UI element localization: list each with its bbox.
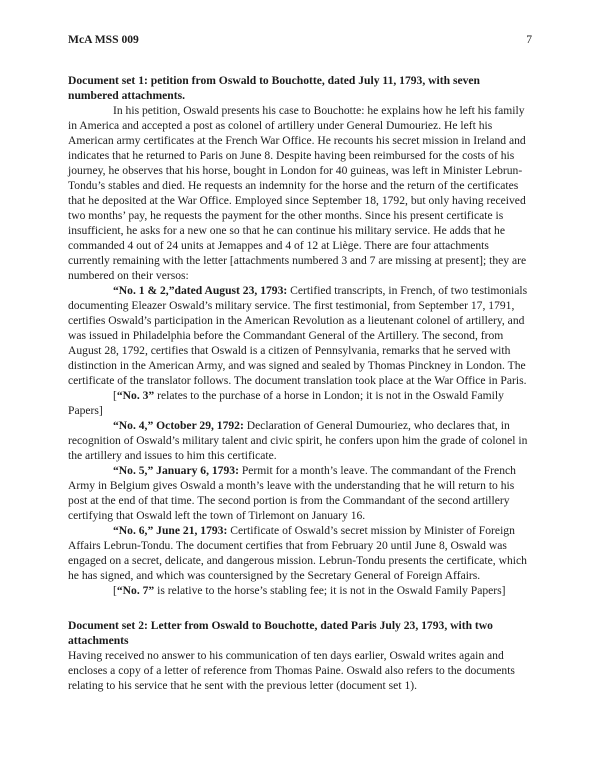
section2-paragraph: Having received no answer to his communication of ten days earlier, Oswald writes again and encloses a copy of a letter of reference from Thomas Paine. Oswald also refers to the documents relating to his service that he sent with the previous letter (document set 1). xyxy=(68,649,515,692)
page-number: 7 xyxy=(526,33,532,46)
attachment-pre: [ xyxy=(113,584,117,597)
collection-id: McA MSS 009 xyxy=(68,33,139,46)
attachment-label: “No. 6,” June 21, 1793: xyxy=(113,524,228,537)
section2-heading: Document set 2: Letter from Oswald to Bouchotte, dated Paris July 23, 1793, with two attachments xyxy=(68,619,493,647)
attachment-label: “No. 1 & 2,”dated August 23, 1793: xyxy=(113,284,288,297)
attachment-label: “No. 4,” October 29, 1792: xyxy=(113,419,244,432)
page-header xyxy=(68,32,532,47)
attachment-pre: [ xyxy=(113,389,117,402)
attachment-paragraph-7 xyxy=(68,583,532,598)
attachment-label: “No. 3” xyxy=(116,389,155,402)
attachment-text: relates to the purchase of a horse in London; it is not in the Oswald Family Papers] xyxy=(68,389,504,417)
attachment-label: “No. 5,” January 6, 1793: xyxy=(113,464,239,477)
attachment-paragraph-5 xyxy=(68,463,532,523)
attachment-text: Certificate of Oswald’s secret mission by Minister of Foreign Affairs Lebrun-Tondu. The document certifies that from February 20 until June 8, Oswald was engaged on a secret, delicate, and dangerous mission. Lebrun-Tondu presents the certificate, which he has signed, and which was countersigned by the Secretary General of Foreign Affairs. xyxy=(68,524,527,582)
section1-intro-paragraph: In his petition, Oswald presents his case to Bouchotte: he explains how he left his family in America and accepted a post as colonel of artillery under General Dumouriez. He left his American army certificates at the French War Office. He recounts his secret mission in Ireland and indicates that he returned to Paris on June 8. Despite having been reimbursed for the costs of his journey, he observes that his horse, bought in London for 40 guineas, was left in Minister Lebrun-Tondu’s stables and died. He requests an indemnity for the horse and the return of the certificates that he deposited at the War Office. Employed since September 18, 1792, but only having received two months’ pay, he requests the payment for the other months. Since his present certificate is insufficient, he asks for a new one so that he can continue his military service. He adds that he commanded 4 out of 24 units at Jemappes and 4 of 12 at Liège. There are four attachments currently remaining with the letter [attachments numbered 3 and 7 are missing at present]; they are numbered on their versos: xyxy=(68,104,527,282)
attachment-text: Declaration of General Dumouriez, who declares that, in recognition of Oswald’s military talent and civic spirit, he confers upon him the grade of colonel in the artillery and issues to him this certificate. xyxy=(68,419,528,462)
section1-heading: Document set 1: petition from Oswald to Bouchotte, dated July 11, 1793, with seven numbered attachments. xyxy=(68,74,480,102)
attachment-text: is relative to the horse’s stabling fee; it is not in the Oswald Family Papers] xyxy=(154,584,506,597)
section-divider-space xyxy=(68,598,532,618)
attachment-paragraph-4 xyxy=(68,418,532,463)
document-body xyxy=(68,73,532,693)
attachment-text: Permit for a month’s leave. The commandant of the French Army in Belgium gives Oswald a month’s leave with the understanding that he will return to his post at the end of that time. The second portion is from the Commandant of the second artillery certifying that Oswald left the town of Tirlemont on January 16. xyxy=(68,464,516,522)
attachment-label: “No. 7” xyxy=(116,584,155,597)
attachment-paragraph-6 xyxy=(68,523,532,583)
attachment-paragraph-3 xyxy=(68,388,532,418)
attachment-paragraph-1-2 xyxy=(68,283,532,388)
attachment-text: Certified transcripts, in French, of two testimonials documenting Eleazer Oswald’s military service. The first testimonial, from September 17, 1791, certifies Oswald’s participation in the American Revolution as a lieutenant colonel of artillery, and was issued in Philadelphia before the Commandant General of the Artillery. The second, from August 28, 1792, certifies that Oswald is a citizen of Pennsylvania, remarks that he served with distinction in the American Army, and was signed and sealed by Thomas Pinckney in London. The certificate of the translator follows. The document translation took place at the War Office in Paris. xyxy=(68,284,528,387)
